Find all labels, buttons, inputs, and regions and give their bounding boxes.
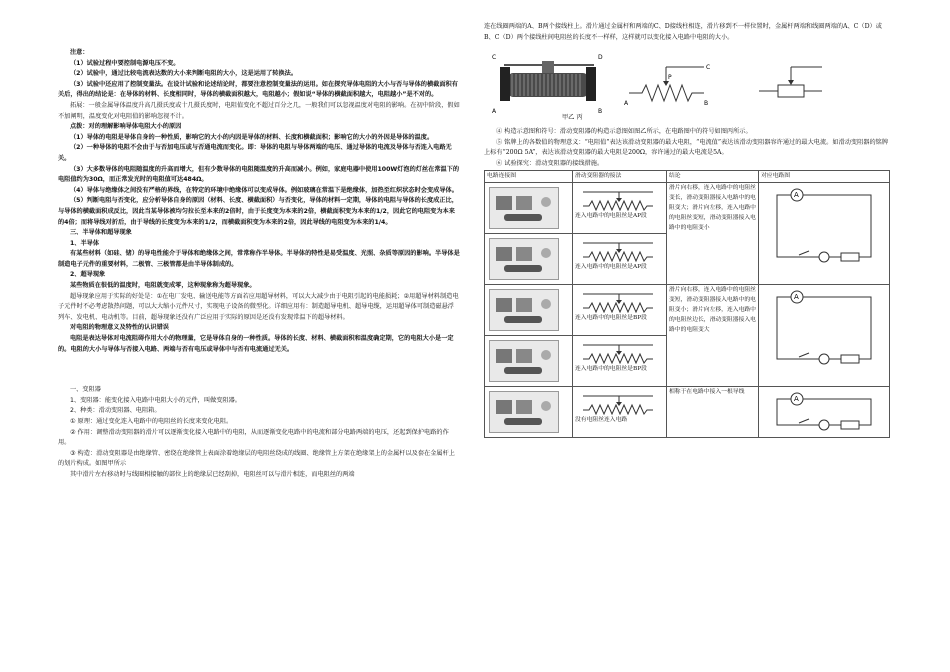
- circuit-photo: [489, 187, 559, 229]
- header-conclusion: 结论: [667, 170, 759, 183]
- paragraph: （3）试验中还应用了控制变量法。在设计试验和论述结论时，都要注意控制变量法的运用。如在探究导体电阻的大小与否与导体的横截面积有关后，得出的结论是：在导体的材料、长度相同时，导体的横截面积越大，电阻越小；假如说“导体的横截面积越大，电阻越小”是不对的。: [58, 80, 458, 99]
- header-diagram: 对应电路图: [759, 170, 890, 183]
- method-cell: [573, 234, 667, 285]
- rheostat-points: [484, 127, 889, 169]
- circuit-photo: [489, 340, 559, 382]
- paragraph: 电阻是表达导体对电流阻碍作用大小的物理量，它是导体自身的一种性质。导体的长度、材料、横截面积和温度确定期，它的电阻大小是一定的。电阻的大小与导体与否接入电路、两端与否有电压或导体中与否有电流通过无关。: [58, 335, 454, 353]
- circuit-photo-cell: [485, 234, 573, 285]
- paragraph: 1、半导体: [70, 239, 100, 247]
- paragraph: （2）试验中，通过比较电流表达数的大小来判断电阻的大小，这是运用了转换法。: [70, 70, 298, 78]
- circuit-photo-cell: [485, 387, 573, 438]
- circuit-photo: [489, 391, 559, 433]
- paragraph: ① 原理：通过变化连入电路中的电阻丝的长度来变化电阻。: [70, 418, 233, 425]
- paragraph: 2、种类：滑动变阻器、电阻箱。: [70, 407, 161, 415]
- method-cell: [573, 183, 667, 234]
- svg-text:C: C: [706, 64, 711, 72]
- paragraph: 其中滑片左右移动时与线圈相接触的部位上的绝缘层已经刮掉，电阻丝可以与滑片相连，而电阻丝的两端: [70, 470, 355, 478]
- paragraph: 某些物质在很低的温度时，电阻就变成零，这种现象称为超导现象。: [70, 282, 256, 290]
- left-column: [58, 48, 460, 481]
- svg-text:A: A: [794, 395, 799, 404]
- rheostat-section: [58, 385, 460, 480]
- label-a: A: [492, 108, 497, 116]
- label-d: D: [598, 54, 603, 62]
- paragraph: 一、变阻器: [70, 386, 101, 394]
- paragraph: 三、半导体和超导现象: [70, 229, 132, 237]
- paragraph: （4）导体与绝缘体之间没有严格的界线，在特定的环境中绝缘体可以变成导体。例如玻璃在常温下是绝缘体，加热至红炽状态时会变成导体。: [70, 186, 458, 194]
- right-column: [484, 22, 889, 438]
- rheostat-figures: [484, 43, 889, 127]
- paragraph: 点拨：对的理解影响导体电阻大小的原因: [70, 123, 182, 131]
- table-body: [485, 183, 890, 438]
- rheostat-wiring-icon: [575, 186, 661, 212]
- paragraph: ② 作用：调整滑动变阻器的滑片可以逐渐变化接入电路中的电阻，从而逐渐变化电路中的电流和部分电路两端的电压，还起到保护电路的作用。: [58, 428, 449, 447]
- circuit-diagram: [769, 391, 879, 431]
- conclusion-cell: 相称于在电路中接入一根导线: [667, 387, 759, 438]
- circuit-photo-cell: [485, 336, 573, 387]
- method-text: 连入电路中的电阻丝是AP段: [575, 213, 647, 220]
- svg-text:A: A: [624, 100, 629, 108]
- circuit-photo: [489, 289, 559, 331]
- header-circuit: 电路连接图: [485, 170, 573, 183]
- svg-text:A: A: [794, 191, 799, 200]
- method-cell: [573, 285, 667, 336]
- table-header-row: [485, 170, 890, 183]
- table-row: [485, 387, 890, 438]
- conclusion-cell: 滑片向右移，连入电路中的电阻丝变短，滑动变阻器接入电路中的电阻变小；滑片向左移，连入电路中的电阻丝边长，滑动变阻器接入电路中的电阻变大: [667, 285, 759, 387]
- conclusion-cell: 滑片向右移，连入电路中的电阻丝变长，滑动变阻器接入电路中的电阻变大；滑片向左移，连入电路中的电阻丝变短，滑动变阻器接入电路中的电阻变小: [667, 183, 759, 285]
- circuit-diagram-cell: [759, 285, 890, 387]
- method-cell: [573, 387, 667, 438]
- notes-section: [58, 48, 460, 355]
- svg-text:B: B: [704, 100, 709, 108]
- paragraph: （3）大多数导体的电阻随温度的升高而增大，但有少数导体的电阻随温度的升高而减小。例如，家庭电器中使用100W灯泡的灯丝在常温下的电阻值约为30Ω，而正常发光时的电阻值可达484Ω。: [58, 165, 460, 184]
- paragraph: （1）导体的电阻是导体自身的一种性质，影响它的大小的内因是导体的材料、长度和横截面积；影响它的大小的外因是导体的温度。: [70, 133, 434, 141]
- figure-caption: 甲乙 丙: [562, 114, 583, 122]
- circuit-diagram: [769, 289, 879, 369]
- circuit-photo: [489, 238, 559, 280]
- rheostat-wiring-icon: [575, 390, 661, 416]
- rheostat-photo-figure: [486, 49, 616, 119]
- point-paragraph: ⑥ 试验探究：滑动变阻器的接线措施。: [496, 159, 604, 167]
- paragraph: 2、超导现象: [70, 271, 106, 279]
- point-paragraph: ④ 构造示意图和符号：滑动变阻器的构造示意图如图乙所示，在电路图中的符号如图丙所示。: [496, 128, 752, 136]
- paragraph: 对电阻的物理意义及特性的认识错误: [70, 324, 169, 332]
- paragraph: ③ 构造：滑动变阻器是由绝缘管、密绕在绝缘管上表面涂着绝缘层的电阻丝绕成的线圈、绝缘管上方架在绝缘架上的金属杆以及套在金属杆上的划片构成。如图甲所示: [58, 449, 455, 468]
- rheostat-schematic-figure: [624, 57, 734, 117]
- circuit-diagram: [769, 187, 879, 267]
- label-p: P: [668, 74, 672, 82]
- paragraph: 有某些材料（如硅、锗）的导电性能介于导体和绝缘体之间，常常称作半导体。半导体的特性是易受温度、光照、杂质等原因的影响。半导体是制造电子元件的重要材料，二极管、三极管都是由半导体制成的。: [58, 250, 460, 268]
- circuit-photo-cell: [485, 285, 573, 336]
- rheostat-symbol-figure: [754, 53, 844, 113]
- rheostat-wiring-icon: [575, 288, 661, 314]
- rheostat-wiring-icon: [575, 339, 661, 365]
- circuit-diagram-cell: [759, 387, 890, 438]
- table-row: [485, 285, 890, 336]
- paragraph: 1、变阻器：能变化接入电路中电阻大小的元件，叫做变阻器。: [70, 396, 241, 404]
- label-c: C: [492, 54, 497, 62]
- circuit-diagram-cell: [759, 183, 890, 285]
- label-b: B: [598, 108, 603, 116]
- circuit-photo-cell: [485, 183, 573, 234]
- method-text: 连入电路中的电阻丝是AP段: [575, 264, 647, 271]
- rheostat-wiring-icon: [575, 237, 661, 263]
- paragraph: （1）试验过程中要控制电源电压不变。: [70, 59, 180, 67]
- paragraph: 拓展：一般金属导体温度升高几摄氏度或十几摄氏度时，电阻值变化不超过百分之几，一般我们可以忽视温度对电阻的影响。在初中阶段，假如不加阐明，温度变化对电阻值的影响忽视不计。: [58, 101, 460, 120]
- point-paragraph: ⑤ 铭牌上的各数值的物理意义：“电阻值”表达该滑动变阻器的最大电阻，“电流值”表达该滑动变阻器容许通过的最大电流。如滑动变阻器的铭牌上标有“200Ω 5A”，表达该滑动变阻器的最大电阻是200Ω，容许通过的最大电流是5A。: [484, 138, 889, 157]
- method-text: 连入电路中的电阻丝是BP段: [575, 366, 647, 373]
- svg-text:A: A: [794, 293, 799, 302]
- paragraph: （5）判断电阻与否变化，应分析导体自身的原因（材料、长度、横截面积）与否变化，导体的材料一定期，导体的电阻与导体的长度成正比，与导体的横截面积成反比，因此当某导体被均匀拉长至本来的2倍时，由于长度变为本来的2倍，横截面积变为本来的1/2，因此它的电阻变为本来的4倍；而将导线对折后，由于导线的长度变为本来的1/2，而横截面积变为本来的2倍，因此导线的电阻变为本来的1/4。: [58, 197, 458, 226]
- paragraph: 注意：: [70, 49, 89, 56]
- table-row: [485, 183, 890, 234]
- method-text: 连入电路中的电阻丝是BP段: [575, 315, 647, 322]
- paragraph: 超导现象应用于实际的好处是：①在电厂发电、输送电能等方面若应用超导材料，可以大大减少由于电阻引起的电能损耗；②用超导材料制造电子元件时不必考虑散热问题，可以大大缩小元件尺寸，实现电子设备的微型化。详细应用有：制造超导电机、超导电缆，运用超导体可制造磁悬浮列车、发电机、电动机等。目前，超导现象还没有广泛应用于实际的原因是还没有发现常温下的超导材料。: [58, 292, 459, 321]
- wiring-table: [484, 170, 890, 439]
- method-cell: [573, 336, 667, 387]
- method-text: 没有电阻丝连入电路: [575, 417, 628, 424]
- paragraph: （2）一种导体的电阻不会由于与否加电压或与否通电流而变化。即：导体的电阻与导体两端的电压、通过导体的电流及导体与否连入电路无关。: [58, 144, 452, 162]
- header-method: 滑动变阻器的接法: [573, 170, 667, 183]
- rheostat-intro: 连在线圈两端的A、B两个接线柱上。滑片通过金属杆和两端的C、D接线柱相连，滑片移到不一样位置时，金属杆两端和线圈两端的A、C（D）或B、C（D）两个接线柱间电阻丝的长度不一样样，这样就可以变化接入电路中电阻的大小。: [484, 23, 882, 41]
